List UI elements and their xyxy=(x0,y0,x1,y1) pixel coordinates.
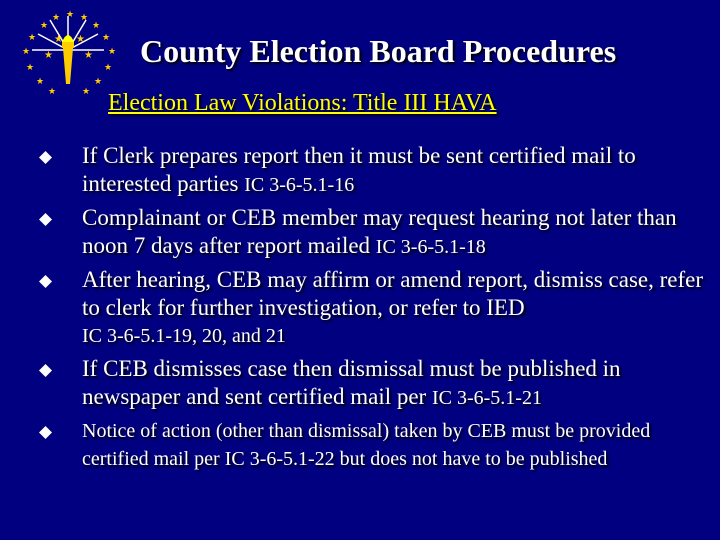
svg-text:★: ★ xyxy=(26,63,35,73)
bullet-text: After hearing, CEB may affirm or amend report, dismiss case, refer to clerk for further investigation, or refer to IED xyxy=(82,267,703,320)
svg-text:★: ★ xyxy=(76,34,85,45)
svg-text:★: ★ xyxy=(22,47,31,57)
indiana-torch-logo xyxy=(18,8,118,100)
diamond-bullet-icon xyxy=(39,364,52,377)
diamond-bullet-icon xyxy=(39,151,52,164)
bullet-reference: IC 3-6-5.1-21 xyxy=(431,387,542,409)
svg-text:★: ★ xyxy=(80,13,89,23)
svg-text:★: ★ xyxy=(92,21,101,31)
diamond-bullet-icon xyxy=(39,426,52,439)
bullet-reference: IC 3-6-5.1-16 xyxy=(244,174,355,196)
svg-text:★: ★ xyxy=(82,87,91,97)
bullet-reference: IC 3-6-5.1-18 xyxy=(375,236,486,258)
svg-text:★: ★ xyxy=(84,50,93,61)
svg-text:★: ★ xyxy=(108,47,117,57)
svg-text:★: ★ xyxy=(44,50,53,61)
bullet-text: Complainant or CEB member may request hearing not later than noon 7 days after report mailed xyxy=(82,205,677,258)
bullet-item xyxy=(36,204,706,261)
bullet-item xyxy=(36,142,706,199)
bullet-text: Notice of action (other than dismissal) taken by CEB must be provided certified mail per IC 3-6-5.1-22 but does not have to be published xyxy=(82,420,651,470)
svg-text:★: ★ xyxy=(52,13,61,23)
bullet-item xyxy=(36,417,706,473)
bullet-item xyxy=(36,355,706,412)
slide-title: County Election Board Procedures xyxy=(140,33,617,69)
bullet-list xyxy=(36,142,706,473)
svg-text:★: ★ xyxy=(48,87,57,97)
bullet-item xyxy=(36,266,706,350)
svg-text:★: ★ xyxy=(102,33,111,43)
bullet-reference: IC 3-6-5.1-19, 20, and 21 xyxy=(82,325,286,347)
diamond-bullet-icon xyxy=(39,213,52,226)
svg-text:★: ★ xyxy=(54,34,63,45)
bullet-text: If CEB dismisses case then dismissal must be published in newspaper and sent certified mail per xyxy=(82,356,621,409)
slide-subtitle: Election Law Violations: Title III HAVA xyxy=(108,90,497,116)
svg-text:★: ★ xyxy=(40,21,49,31)
svg-text:★: ★ xyxy=(28,33,37,43)
svg-text:★: ★ xyxy=(104,63,113,73)
svg-text:★: ★ xyxy=(36,77,45,87)
svg-text:★: ★ xyxy=(94,77,103,87)
bullet-text: If Clerk prepares report then it must be sent certified mail to interested parties xyxy=(82,143,636,196)
torch-icon xyxy=(62,35,74,84)
diamond-bullet-icon xyxy=(39,275,52,288)
svg-text:★: ★ xyxy=(66,10,75,20)
